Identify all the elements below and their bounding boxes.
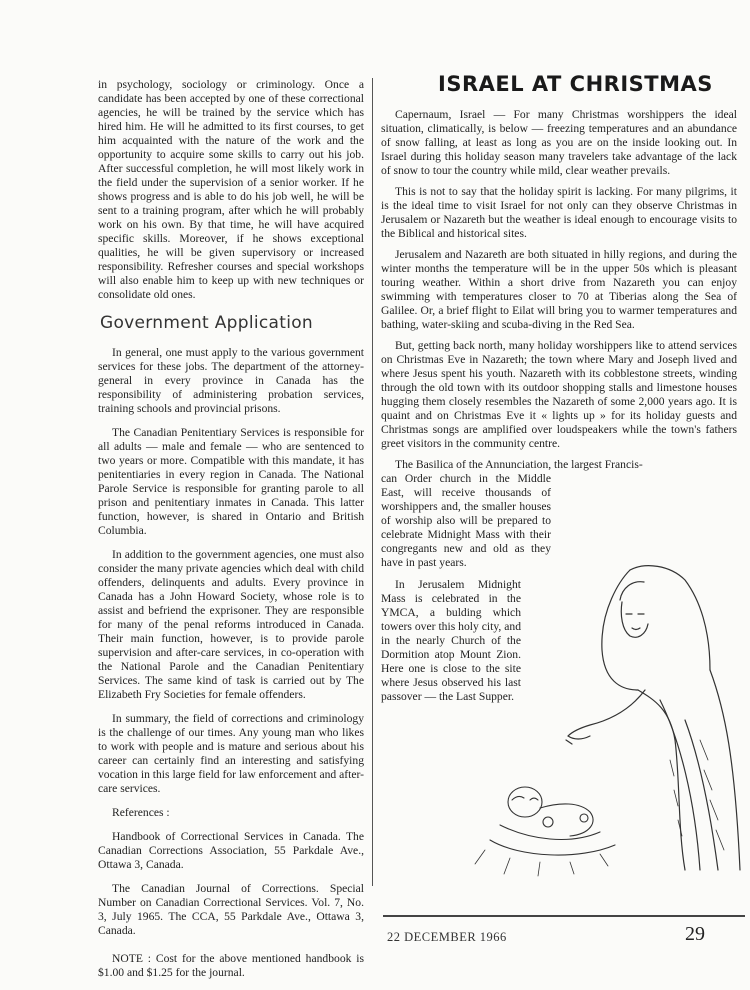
article-headline: ISRAEL AT CHRISTMAS (438, 72, 713, 96)
column-divider (372, 78, 373, 886)
right-paragraph-5-start: The Basilica of the Annunciation, the largest Francis- (395, 458, 643, 471)
left-paragraph-4: In addition to the government agencies, one must also consider the many private agencies which deal with child offenders, delinquents and adults. Every province in Canada has a John Howard Society, whose role is to assist and befriend the exprisoner. They are responsible for many of the penal reforms introduced in Canada. Their main function, however, is to provide parole supervision and after-care services, in co-operation with the National Parole and the Canadian Penitentiary Services. The same kind of task is carried out by The Elizabeth Fry Societies for female offenders. (98, 548, 364, 701)
reference-1: Handbook of Correctional Services in Canada. The Canadian Corrections Association, 55 Parkdale Ave., Ottawa 3, Canada. (98, 830, 364, 871)
left-paragraph-2: In general, one must apply to the various government services for these jobs. The department of the attorney-general in every province in Canada has the responsibility of administering probation services, training schools and provincial prisons. (98, 346, 364, 415)
madonna-and-child-illustration (465, 540, 750, 880)
page-number: 29 (685, 923, 705, 945)
reference-2: The Canadian Journal of Corrections. Special Number on Canadian Correctional Services. Vol. 7, No. 3, July 1965. The CCA, 55 Parkdale Ave., Ottawa 3, Canada. (98, 882, 364, 937)
right-paragraph-3: Jerusalem and Nazareth are both situated in hilly regions, and during the winter months the temperature will be in the upper 50s which is pleasant touring weather. Within a short drive from Nazareth you can enjoy swimming with temperatures closer to 70 at Tiberias along the Sea of Galilee. Or, a brief flight to Eilat will bring you to warmer temperatures and bathing, water-skiing and scuba-diving in the Red Sea. (381, 248, 737, 331)
left-paragraph-5: In summary, the field of corrections and criminology is the challenge of our times. Any young man who likes to work with people and is mature and serious about his career can certainly find an interesting and satisfying vocation in this large field for law enforcement and after-care services. (98, 712, 364, 795)
footer-rule (383, 915, 745, 917)
left-paragraph-1: in psychology, sociology or criminology. Once a candidate has been accepted by one of these correctional agencies, he will be trained by the service which has hired him. He will he admitted to its first courses, to get him acquainted with the nature of the work and the opportunity to acquire some skills to carry out his job. After successful completion, he will most likely work in the field under the supervision of a senior worker. If he shows progress and is able to do his job well, he will be sent to a training program, after which he will probably work on his own. By that time, he will have acquired specific skills. Moreover, if he shows exceptional qualities, he will be given supervisory or increased responsibility. Refresher courses and special workshops will also enable him to keep up with new techniques or consolidate old ones. (98, 78, 364, 301)
left-paragraph-3: The Canadian Penitentiary Services is responsible for all adults — male and female — who are sentenced to two years or more. Compatible with this mandate, it has penitentiaries in every region in Canada. The National Parole Service is responsible for granting parole to all prison and penitentiary inmates in Canada. This latter function, however, is shared in Ontario and British Columbia. (98, 426, 364, 537)
right-paragraph-1: Capernaum, Israel — For many Christmas worshippers the ideal situation, climatically, is below — freezing temperatures and an abundance of snow falling, at least as long as you are on the inside looking out. In Israel during this holiday season many travelers take advantage of the lack of snow to tour the country while mild, clear weather prevails. (381, 108, 737, 177)
right-paragraph-2: This is not to say that the holiday spirit is lacking. For many pilgrims, it is the ideal time to visit Israel for not only can they observe Christmas in Jerusalem or Nazareth but the weather is ideal enough to encourage visits to the Biblical and historical sites. (381, 185, 737, 240)
section-heading-government-application: Government Application (100, 313, 314, 333)
price-note: NOTE : Cost for the above mentioned handbook is $1.00 and $1.25 for the journal. (98, 952, 364, 979)
footer-date: 22 DECEMBER 1966 (387, 930, 507, 944)
right-paragraph-4: But, getting back north, many holiday worshippers like to attend services on Christmas Eve in Nazareth; the town where Mary and Joseph lived and where Jesus spent his youth. Nazareth with its cobblestone streets, winding through the old town with its outdoor shopping stalls and limestone houses hugging them closely resembles the Nazareth of some 2,000 years ago. It is quaint and on Christmas Eve it « lights up » for its holiday guests and Christmas songs are amplified over loudspeakers while the town's fathers greet visitors in the community centre. (381, 339, 737, 450)
left-column (98, 78, 364, 990)
right-paragraph-5-cont: can Order church in the Middle East, will receive thousands of worshippers and, the smaller houses of worship also will be prepared to celebrate Midnight Mass with their congregants new and old as they have in past years. (381, 472, 551, 569)
right-paragraph-6: In Jerusalem Midnight Mass is celebrated in the YMCA, a bulding which towers over this holy city, and in the nearly Church of the Dormition atop Mount Zion. Here one is close to the site where Jesus observed his last passover — the Last Supper. (381, 578, 521, 703)
references-label: References : (112, 806, 170, 819)
